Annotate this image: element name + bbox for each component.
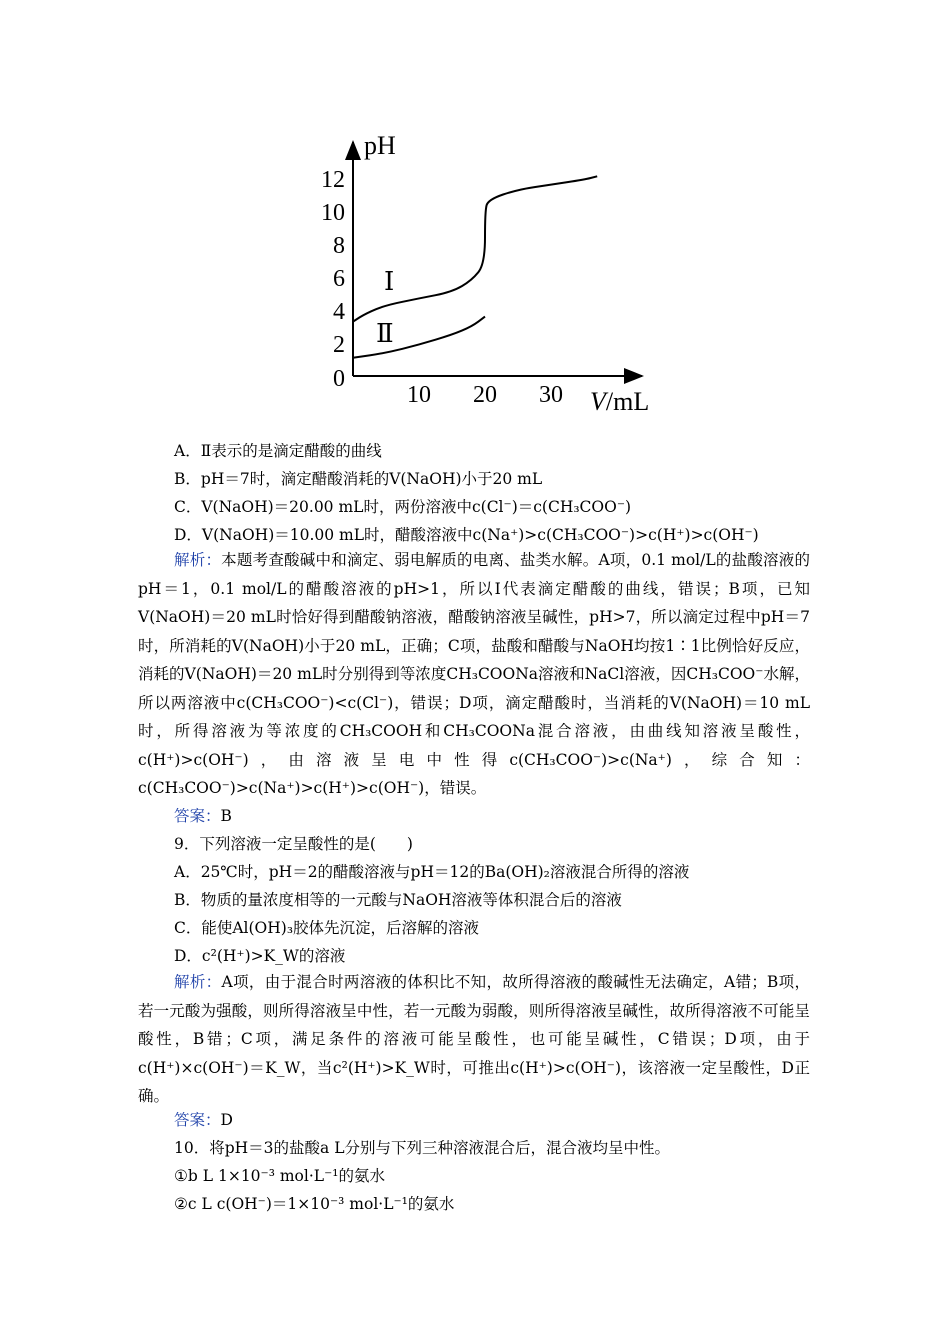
q9-stem: 9．下列溶液一定呈酸性的是( ) [174,835,413,853]
analysis-label: 解析： [174,551,222,569]
q10-item-1: ①b L 1×10⁻³ mol·L⁻¹的氨水 [174,1167,385,1185]
answer-value: D [220,1111,233,1129]
y-axis-label: pH [364,131,396,160]
q9-analysis [138,968,810,1111]
q8-option-b: B．pH＝7时，滴定醋酸消耗的V(NaOH)小于20 mL [174,470,543,488]
y-tick-label: 8 [333,233,345,259]
analysis-text: A项，由于混合时两溶液的体积比不知，故所得溶液的酸碱性无法确定，A错；B项，若一元酸为强酸，则所得溶液呈中性，若一元酸为弱酸，则所得溶液呈碱性，故所得溶液不可能呈酸性，B错；C项，满足条件的溶液可能呈酸性，也可能呈碱性，C错误；D项，由于c(H⁺)×c(OH⁻)＝K_W，当c²(H⁺)>K_W时，可推出c(H⁺)>c(OH⁻)，该溶液一定呈酸性，D正确。 [138,973,810,1105]
q10-stem: 10．将pH＝3的盐酸a L分别与下列三种溶液混合后，混合液均呈中性。 [174,1139,670,1157]
q8-option-c: C．V(NaOH)＝20.00 mL时，两份溶液中c(Cl⁻)＝c(CH₃COO⁻) [174,498,632,516]
answer-label: 答案： [174,807,221,825]
q9-option-c: C．能使Al(OH)₃胶体先沉淀，后溶解的溶液 [174,919,480,937]
y-tick-label: 12 [321,167,345,193]
y-tick-label: 2 [333,332,345,358]
curve-II-label: Ⅱ [376,319,394,348]
x-tick-labels [407,382,563,408]
q8-option-a: A．Ⅱ表示的是滴定醋酸的曲线 [174,442,382,460]
q8-option-d: D．V(NaOH)＝10.00 mL时，醋酸溶液中c(Na⁺)>c(CH₃COO⁻)>c(H⁺)>c(OH⁻) [174,526,759,544]
y-tick-label: 0 [333,366,345,392]
answer-value: B [220,807,232,825]
y-tick-label: 10 [321,200,345,226]
y-tick-label: 4 [333,299,345,325]
curve-I [353,176,597,321]
x-tick-label: 30 [539,382,563,408]
x-axis-label: V/mL [590,387,650,416]
y-tick-labels [321,167,345,392]
titration-curve-chart [300,120,680,420]
curve-I-label: Ⅰ [384,267,395,296]
q9-answer [174,1110,233,1130]
answer-label: 答案： [174,1111,221,1129]
x-tick-label: 20 [473,382,497,408]
x-tick-label: 10 [407,382,431,408]
q10-item-2: ②c L c(OH⁻)＝1×10⁻³ mol·L⁻¹的氨水 [174,1195,455,1213]
q9-option-a: A．25℃时，pH＝2的醋酸溶液与pH＝12的Ba(OH)₂溶液混合所得的溶液 [174,863,690,881]
curve-II [353,317,485,358]
q8-answer [174,806,232,826]
q8-analysis [138,546,810,803]
y-tick-label: 6 [333,266,345,292]
analysis-text: 本题考查酸碱中和滴定、弱电解质的电离、盐类水解。A项，0.1 mol/L的盐酸溶液的pH＝1，0.1 mol/L的醋酸溶液的pH>1，所以Ⅰ代表滴定醋酸的曲线，错误；B项，已知V(NaOH)＝20 mL时恰好得到醋酸钠溶液，醋酸钠溶液呈碱性，pH>7，所以滴定过程中pH＝7时，所消耗的V(NaOH)小于20 mL，正确；C项，盐酸和醋酸与NaOH均按1∶1比例恰好反应，消耗的V(NaOH)＝20 mL时分别得到等浓度CH₃COONa溶液和NaCl溶液，因CH₃COO⁻水解，所以两溶液中c(CH₃COO⁻)<c(Cl⁻)，错误；D项，滴定醋酸时，当消耗的V(NaOH)＝10 mL时，所得溶液为等浓度的CH₃COOH和CH₃COONa混合溶液，由曲线知溶液呈酸性，c(H⁺)>c(OH⁻)，由溶液呈电中性得c(CH₃COO⁻)>c(Na⁺)，综合知：c(CH₃COO⁻)>c(Na⁺)>c(H⁺)>c(OH⁻)，错误。 [138,551,810,797]
q9-option-d: D．c²(H⁺)>K_W的溶液 [174,947,346,965]
analysis-label: 解析： [174,973,222,991]
q9-option-b: B．物质的量浓度相等的一元酸与NaOH溶液等体积混合后的溶液 [174,891,622,909]
